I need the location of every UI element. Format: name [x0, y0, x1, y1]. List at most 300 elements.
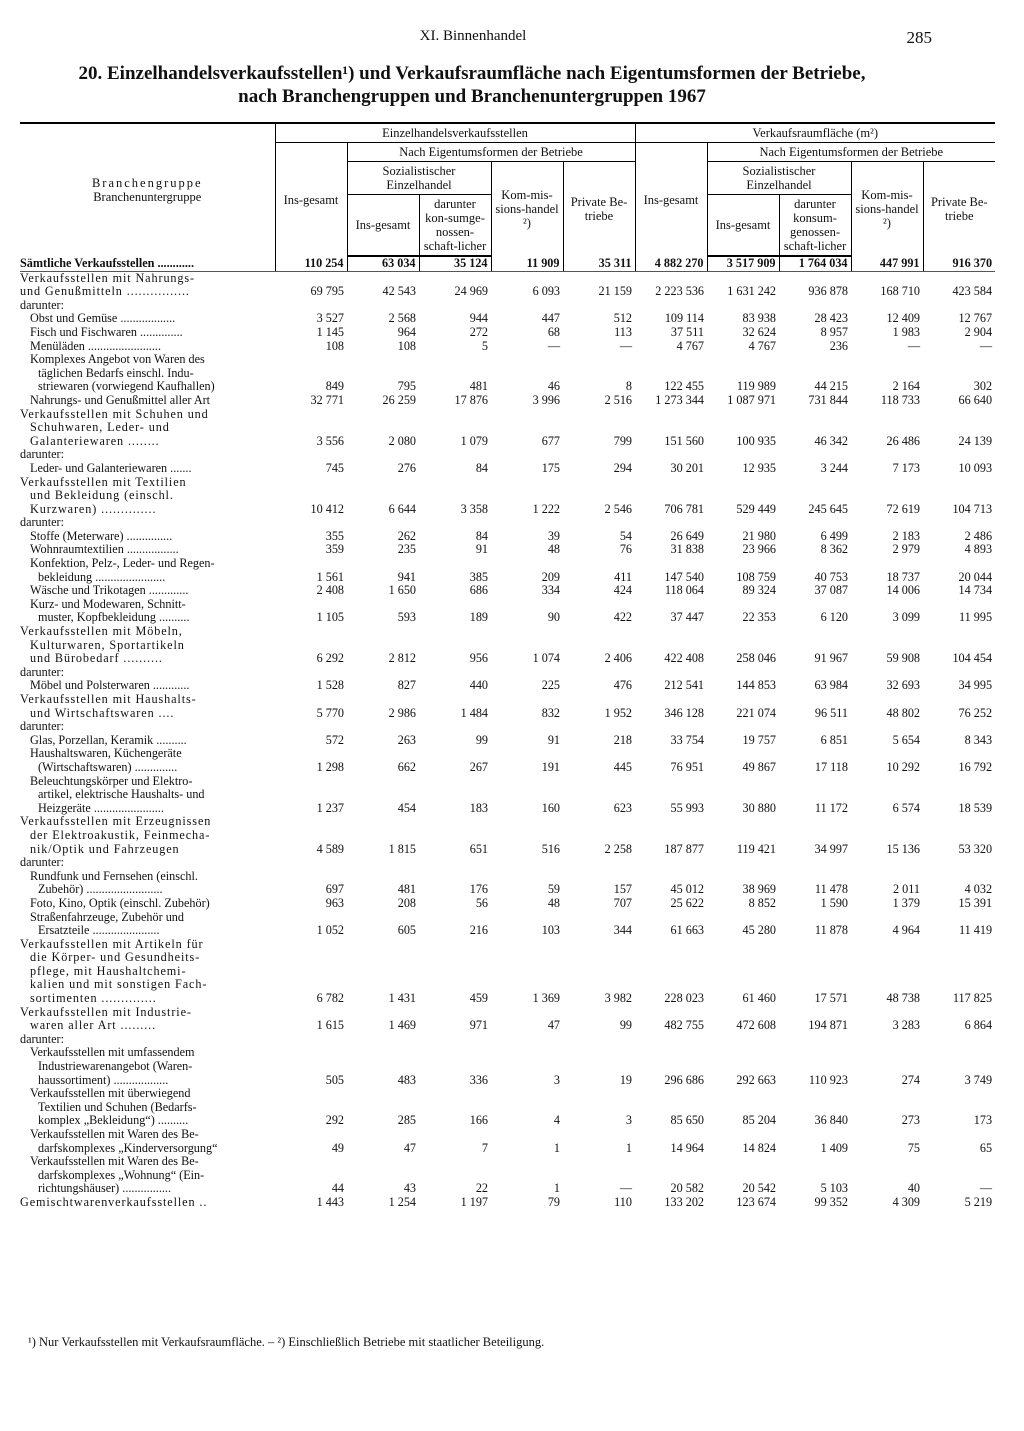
row-value: [347, 353, 419, 367]
row-value: [635, 299, 707, 313]
row-value: [923, 421, 995, 435]
header-a-sozialistisch: Sozialistischer Einzelhandel: [347, 162, 491, 195]
row-value: [779, 625, 851, 639]
row-value: 3 517 909: [707, 256, 779, 271]
row-value: [563, 1101, 635, 1115]
row-label: Stoffe (Meterware) ...............: [30, 529, 173, 543]
row-value: 697: [325, 883, 344, 897]
row-value: 34 995: [958, 679, 993, 693]
row-value: [563, 598, 635, 612]
row-value: 118 733: [880, 393, 920, 407]
row-value: 1 484: [460, 706, 488, 720]
row-value: [707, 421, 779, 435]
row-value: [635, 978, 707, 992]
row-value: [275, 625, 347, 639]
row-value: [779, 870, 851, 884]
row-value: 18 539: [958, 801, 993, 815]
row-value: 176: [469, 883, 488, 897]
row-value: 99 352: [814, 1195, 848, 1209]
row-value: [707, 1046, 779, 1060]
row-value: [347, 1046, 419, 1060]
row-value: [851, 829, 923, 843]
row-value: 2 011: [893, 883, 920, 897]
row-value: 20 044: [958, 570, 993, 584]
row-value: [275, 951, 347, 965]
row-value: [491, 829, 563, 843]
row-value: [275, 1101, 347, 1115]
row-value: 15 136: [886, 842, 920, 856]
row-value: [347, 1155, 419, 1169]
table-row: [20, 1169, 995, 1183]
row-label: die Körper- und Gesundheits-: [30, 951, 201, 965]
row-value: [707, 829, 779, 843]
row-value: [635, 720, 707, 734]
row-value: 91 967: [814, 652, 848, 666]
row-value: 76: [619, 543, 632, 557]
row-value: 44: [331, 1182, 344, 1196]
row-value: 1 590: [820, 896, 848, 910]
table-row: [20, 1101, 995, 1115]
row-value: 6 782: [316, 992, 344, 1006]
row-value: 445: [613, 760, 632, 774]
row-value: 8 362: [820, 543, 848, 557]
row-value: 302: [973, 380, 993, 394]
row-value: 481: [397, 883, 416, 897]
row-value: 79: [547, 1195, 560, 1209]
row-value: 133 202: [664, 1195, 704, 1209]
row-value: [635, 557, 707, 571]
row-value: [779, 1128, 851, 1142]
row-value: [923, 829, 995, 843]
row-value: [851, 1060, 923, 1074]
row-value: 3 527: [316, 312, 344, 326]
table-row: [20, 489, 995, 503]
row-value: [851, 775, 923, 789]
row-value: [779, 557, 851, 571]
row-value: [923, 489, 995, 503]
row-value: 18 737: [886, 570, 920, 584]
row-value: [419, 489, 491, 503]
table-row: [20, 598, 995, 612]
row-value: 30 880: [742, 801, 776, 815]
row-value: 14 824: [742, 1141, 776, 1155]
row-value: [923, 666, 995, 680]
row-value: [563, 856, 635, 870]
row-value: 1 273 344: [655, 393, 704, 407]
row-value: [563, 1087, 635, 1101]
row-value: 117 825: [952, 992, 993, 1006]
row-value: 512: [613, 312, 632, 326]
row-value: [779, 1006, 851, 1020]
row-value: 175: [541, 461, 560, 475]
row-value: [851, 639, 923, 653]
row-value: [563, 666, 635, 680]
row-value: [419, 965, 491, 979]
row-value: [923, 1101, 995, 1115]
row-value: 10 093: [958, 461, 993, 475]
header-a-konsum: darunter kon-sumge-nossen-schaft-licher: [419, 195, 491, 257]
row-value: [347, 598, 419, 612]
row-label: Möbel und Polsterwaren ............: [30, 679, 190, 693]
row-value: 99: [619, 1019, 632, 1033]
row-value: —: [979, 339, 993, 353]
row-value: [275, 1033, 347, 1047]
row-value: [419, 367, 491, 381]
row-value: [923, 1087, 995, 1101]
row-value: [419, 476, 491, 490]
row-value: [923, 1060, 995, 1074]
row-value: 447: [541, 312, 560, 326]
row-value: [491, 421, 563, 435]
row-value: [347, 421, 419, 435]
row-value: 3 982: [604, 992, 632, 1006]
row-value: [563, 1033, 635, 1047]
row-value: 4 964: [892, 924, 920, 938]
row-value: 96 511: [814, 706, 848, 720]
row-value: [347, 367, 419, 381]
row-value: [419, 938, 491, 952]
row-value: [635, 408, 707, 422]
row-value: [635, 870, 707, 884]
table-row: [20, 978, 995, 992]
row-value: [707, 448, 779, 462]
row-value: 228 023: [664, 992, 704, 1006]
row-value: [563, 951, 635, 965]
row-value: [563, 1060, 635, 1074]
row-value: 37 447: [670, 611, 704, 625]
row-value: 108 759: [736, 570, 776, 584]
row-value: [779, 367, 851, 381]
table-title: [22, 62, 922, 108]
row-value: 160: [541, 801, 560, 815]
table-row: [20, 843, 995, 857]
row-value: 505: [325, 1073, 344, 1087]
row-value: 144 853: [736, 679, 776, 693]
row-value: [635, 367, 707, 381]
row-value: [347, 938, 419, 952]
row-value: 24 139: [958, 434, 993, 448]
table-row: [20, 870, 995, 884]
row-value: [923, 815, 995, 829]
row-value: 8 852: [748, 896, 776, 910]
row-value: 964: [397, 325, 416, 339]
row-value: [563, 639, 635, 653]
row-value: [707, 1033, 779, 1047]
footnote: ¹) Nur Verkaufsstellen mit Verkaufsraumfläche. – ²) Einschließlich Betriebe mit staatlicher Beteiligung.: [28, 1335, 545, 1349]
row-value: [275, 720, 347, 734]
row-value: 218: [613, 733, 632, 747]
row-value: 2 986: [388, 706, 416, 720]
row-value: [779, 938, 851, 952]
row-value: 245 645: [808, 502, 848, 516]
row-value: [635, 775, 707, 789]
row-value: [707, 271, 779, 285]
row-value: [275, 516, 347, 530]
row-value: [491, 815, 563, 829]
row-value: 1 298: [316, 760, 344, 774]
row-value: [923, 1155, 995, 1169]
row-value: [419, 1006, 491, 1020]
row-value: [563, 353, 635, 367]
row-value: [563, 476, 635, 490]
row-value: [419, 271, 491, 285]
header-b-insgesamt: Ins-gesamt: [635, 143, 707, 257]
row-value: —: [619, 1182, 632, 1196]
row-value: [635, 856, 707, 870]
row-label: Kulturwaren, Sportartikeln: [30, 638, 185, 652]
row-value: 440: [469, 679, 488, 693]
row-value: [563, 693, 635, 707]
row-value: 483: [397, 1073, 416, 1087]
row-value: [923, 911, 995, 925]
row-value: 118 064: [664, 584, 704, 598]
row-value: [635, 1087, 707, 1101]
row-label: Zubehör) .........................: [38, 883, 163, 897]
row-value: [347, 408, 419, 422]
row-value: [923, 1033, 995, 1047]
row-value: [779, 516, 851, 530]
table-row: [20, 462, 995, 476]
row-label: Heizgeräte .......................: [38, 801, 164, 815]
row-value: 4 767: [748, 339, 776, 353]
row-value: 34 997: [814, 842, 848, 856]
row-value: 44 215: [814, 380, 848, 394]
row-value: 235: [397, 543, 416, 557]
row-value: 1 431: [388, 992, 416, 1006]
row-value: 90: [547, 611, 560, 625]
row-value: 40: [907, 1182, 920, 1196]
row-value: [779, 1169, 851, 1183]
row-value: 6 093: [532, 285, 560, 299]
row-value: [419, 421, 491, 435]
row-label: Verkaufsstellen mit Nahrungs-: [20, 271, 196, 285]
row-value: 292 663: [736, 1073, 776, 1087]
row-value: [347, 1128, 419, 1142]
row-value: [419, 870, 491, 884]
row-label: darunter:: [20, 298, 64, 312]
row-label: darunter:: [20, 856, 64, 870]
row-value: [707, 788, 779, 802]
row-value: 3 244: [820, 461, 848, 475]
row-value: 76 951: [670, 760, 704, 774]
row-value: [275, 788, 347, 802]
row-value: [419, 720, 491, 734]
row-value: [275, 1128, 347, 1142]
row-value: [275, 367, 347, 381]
row-value: 1: [625, 1141, 632, 1155]
row-value: 11 172: [814, 801, 848, 815]
row-value: [707, 639, 779, 653]
row-label: täglichen Bedarfs einschl. Indu-: [38, 366, 194, 380]
row-value: 35 311: [563, 256, 635, 271]
row-value: 157: [613, 883, 632, 897]
row-value: 109 114: [664, 312, 704, 326]
row-value: 472 608: [736, 1019, 776, 1033]
row-value: [275, 978, 347, 992]
header-a-insgesamt: Ins-gesamt: [275, 143, 347, 257]
row-value: 263: [397, 733, 416, 747]
row-value: [275, 408, 347, 422]
row-value: 85 204: [742, 1114, 776, 1128]
row-value: 11 995: [958, 611, 993, 625]
table-row: [20, 1196, 995, 1210]
row-value: [635, 1046, 707, 1060]
row-value: [779, 666, 851, 680]
table-row: [20, 679, 995, 693]
row-value: [563, 720, 635, 734]
row-value: [707, 951, 779, 965]
row-label: darunter:: [20, 665, 64, 679]
row-value: 6 120: [820, 611, 848, 625]
table-title-line-1: 20. Einzelhandelsverkaufsstellen¹) und Verkaufsraumfläche nach Eigentumsformen der Betriebe,: [78, 63, 866, 84]
row-value: 5: [481, 339, 488, 353]
row-label: Beleuchtungskörper und Elektro-: [30, 774, 193, 788]
row-value: [275, 476, 347, 490]
row-value: 4 032: [964, 883, 993, 897]
row-value: 3 283: [892, 1019, 920, 1033]
table-title-line-2: nach Branchengruppen und Branchenuntergruppen 1967: [238, 86, 706, 107]
table-row: [20, 435, 995, 449]
row-label: Sämtliche Verkaufsstellen ............: [20, 256, 275, 271]
row-value: 1 087 971: [727, 393, 776, 407]
table-row: [20, 666, 995, 680]
row-value: [635, 965, 707, 979]
row-value: [851, 856, 923, 870]
row-value: [419, 408, 491, 422]
row-value: 26 649: [670, 529, 704, 543]
header-b-sub-insgesamt: Ins-gesamt: [707, 195, 779, 257]
row-value: [563, 1046, 635, 1060]
row-label: Konfektion, Pelz-, Leder- und Regen-: [30, 557, 215, 571]
row-value: [275, 299, 347, 313]
row-value: [851, 516, 923, 530]
row-value: [923, 353, 995, 367]
row-label: richtungshäuser) ................: [38, 1182, 172, 1196]
row-value: [851, 1101, 923, 1115]
row-value: [275, 598, 347, 612]
row-value: [851, 448, 923, 462]
row-value: 1 074: [532, 652, 560, 666]
row-value: 53 320: [958, 842, 993, 856]
row-label: der Elektroakustik, Feinmecha-: [30, 828, 211, 842]
row-value: [419, 299, 491, 313]
table-header: [20, 123, 995, 256]
row-value: 3 556: [316, 434, 344, 448]
row-value: 48 802: [886, 706, 920, 720]
row-value: 3 749: [964, 1073, 993, 1087]
row-value: 75: [907, 1141, 920, 1155]
table-row: [20, 734, 995, 748]
table-row: [20, 611, 995, 625]
header-a-sub-insgesamt: Ins-gesamt: [347, 195, 419, 257]
row-value: 6 851: [820, 733, 848, 747]
row-label: waren aller Art .........: [30, 1019, 157, 1033]
table-row: [20, 1006, 995, 1020]
row-value: [491, 271, 563, 285]
row-value: [779, 476, 851, 490]
row-value: 225: [541, 679, 560, 693]
row-value: 285: [397, 1114, 416, 1128]
row-value: 187 877: [664, 842, 704, 856]
row-label: und Bekleidung (einschl.: [30, 489, 174, 503]
row-value: 936 878: [808, 285, 848, 299]
row-value: [347, 1033, 419, 1047]
row-value: [851, 720, 923, 734]
row-value: [707, 815, 779, 829]
row-value: [707, 557, 779, 571]
row-value: 3: [553, 1073, 560, 1087]
row-value: 209: [541, 570, 560, 584]
row-value: 119 989: [736, 380, 776, 394]
row-value: [419, 747, 491, 761]
row-value: 46 342: [814, 434, 848, 448]
row-value: [923, 747, 995, 761]
table-row: [20, 707, 995, 721]
row-value: [707, 693, 779, 707]
row-value: [851, 1155, 923, 1169]
row-value: 481: [469, 380, 488, 394]
row-value: [635, 476, 707, 490]
table-row: [20, 924, 995, 938]
row-value: 707: [613, 896, 632, 910]
row-value: [563, 978, 635, 992]
row-value: [779, 421, 851, 435]
row-value: 1 237: [316, 801, 344, 815]
row-label: bekleidung .......................: [38, 570, 166, 584]
row-value: [851, 693, 923, 707]
row-value: 292: [325, 1114, 344, 1128]
row-value: [851, 1006, 923, 1020]
row-value: [563, 516, 635, 530]
row-value: [347, 965, 419, 979]
row-value: 422 408: [664, 652, 704, 666]
row-value: [491, 938, 563, 952]
header-a-privat: Private Be-triebe: [563, 162, 635, 257]
table-row: [20, 720, 995, 734]
row-value: 43: [403, 1182, 416, 1196]
row-value: 296 686: [664, 1073, 704, 1087]
row-value: [347, 693, 419, 707]
row-label: Glas, Porzellan, Keramik ..........: [30, 733, 187, 747]
row-value: 208: [397, 896, 416, 910]
row-value: 686: [469, 584, 488, 598]
table-row: [20, 747, 995, 761]
row-value: [707, 1169, 779, 1183]
row-value: 482 755: [664, 1019, 704, 1033]
row-value: 6 644: [388, 502, 416, 516]
table-row: [20, 883, 995, 897]
row-value: [275, 775, 347, 789]
row-value: 37 511: [670, 325, 704, 339]
row-value: [851, 666, 923, 680]
row-label: Wohnraumtextilien .................: [30, 543, 179, 557]
row-value: [923, 856, 995, 870]
row-label: Verkaufsstellen mit Artikeln für: [20, 937, 204, 951]
row-value: [563, 829, 635, 843]
row-value: [275, 639, 347, 653]
row-value: 593: [397, 611, 416, 625]
row-value: [491, 775, 563, 789]
row-value: 262: [397, 529, 416, 543]
row-value: [779, 951, 851, 965]
table-row: [20, 788, 995, 802]
row-value: 4 882 270: [635, 256, 707, 271]
row-value: [347, 788, 419, 802]
row-value: 36 840: [814, 1114, 848, 1128]
row-value: [923, 978, 995, 992]
row-value: 355: [325, 529, 344, 543]
row-value: [707, 856, 779, 870]
